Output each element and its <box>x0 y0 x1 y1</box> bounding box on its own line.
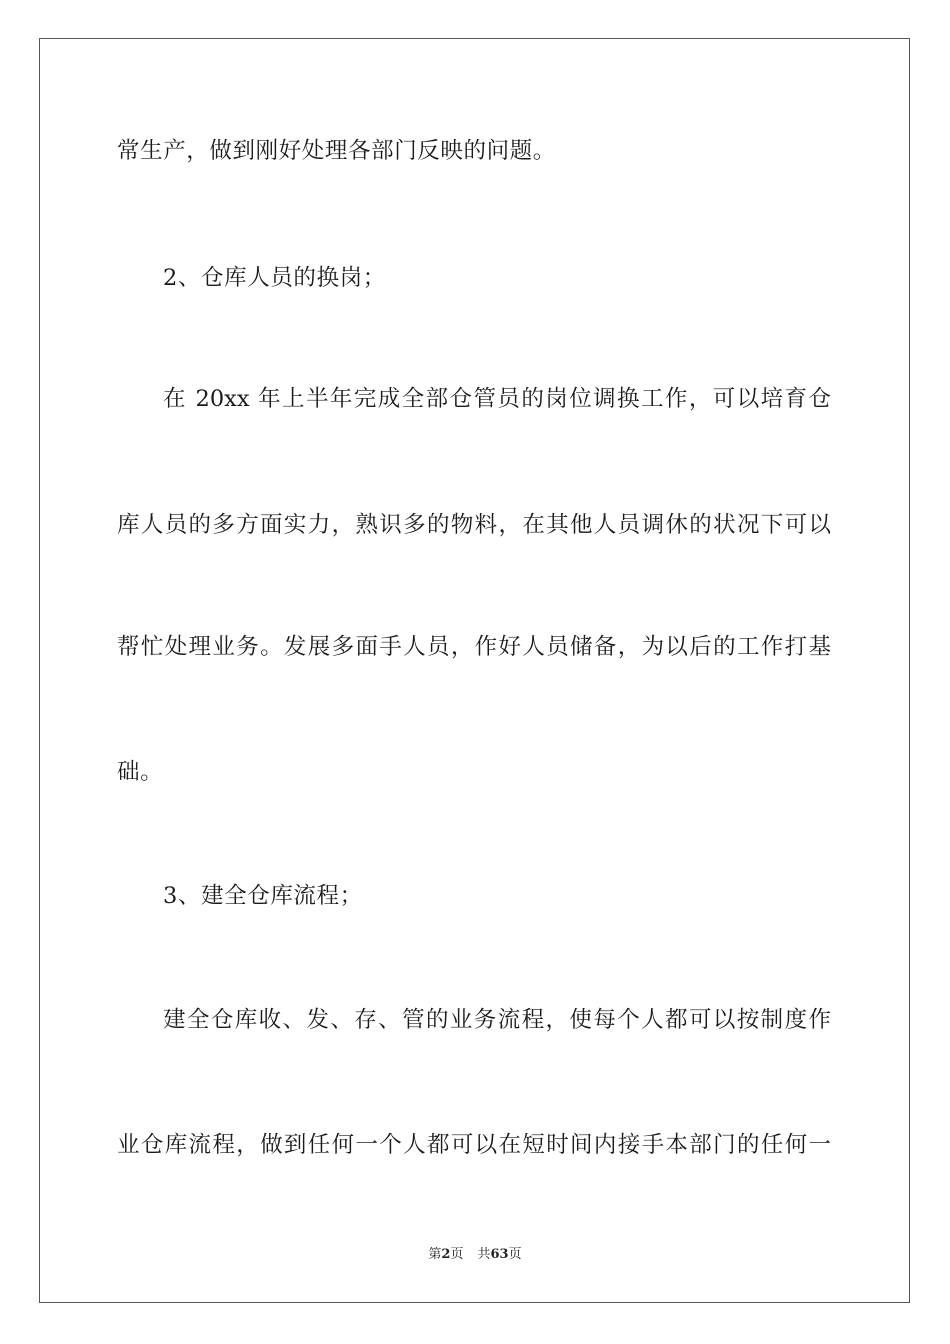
section-heading-2: 2、仓库人员的换岗； <box>163 265 386 291</box>
footer-total-pages: 63 <box>490 1247 509 1262</box>
paragraph-line-4: 库人员的多方面实力，熟识多的物料，在其他人员调休的状况下可以 <box>117 512 831 538</box>
footer-page-prefix: 第 <box>428 1247 442 1262</box>
paragraph-line-1: 常生产，做到刚好处理各部门反映的问题。 <box>117 138 556 164</box>
paragraph-line-9: 业仓库流程，做到任何一个人都可以在短时间内接手本部门的任何一 <box>117 1132 831 1158</box>
section-heading-3: 3、建全仓库流程； <box>163 883 363 909</box>
paragraph-line-6: 础。 <box>117 759 164 785</box>
page-footer <box>0 1246 950 1264</box>
footer-page-number: 2 <box>441 1247 451 1262</box>
footer-total-suffix: 页 <box>508 1247 522 1262</box>
page-border <box>39 38 910 1303</box>
footer-page-suffix: 页 <box>450 1247 464 1262</box>
paragraph-line-5: 帮忙处理业务。发展多面手人员，作好人员储备，为以后的工作打基 <box>117 634 831 660</box>
paragraph-line-8: 建全仓库收、发、存、管的业务流程，使每个人都可以按制度作 <box>163 1007 831 1033</box>
footer-total-prefix: 共 <box>477 1247 491 1262</box>
paragraph-line-3: 在 20xx 年上半年完成全部仓管员的岗位调换工作，可以培育仓 <box>163 386 831 412</box>
